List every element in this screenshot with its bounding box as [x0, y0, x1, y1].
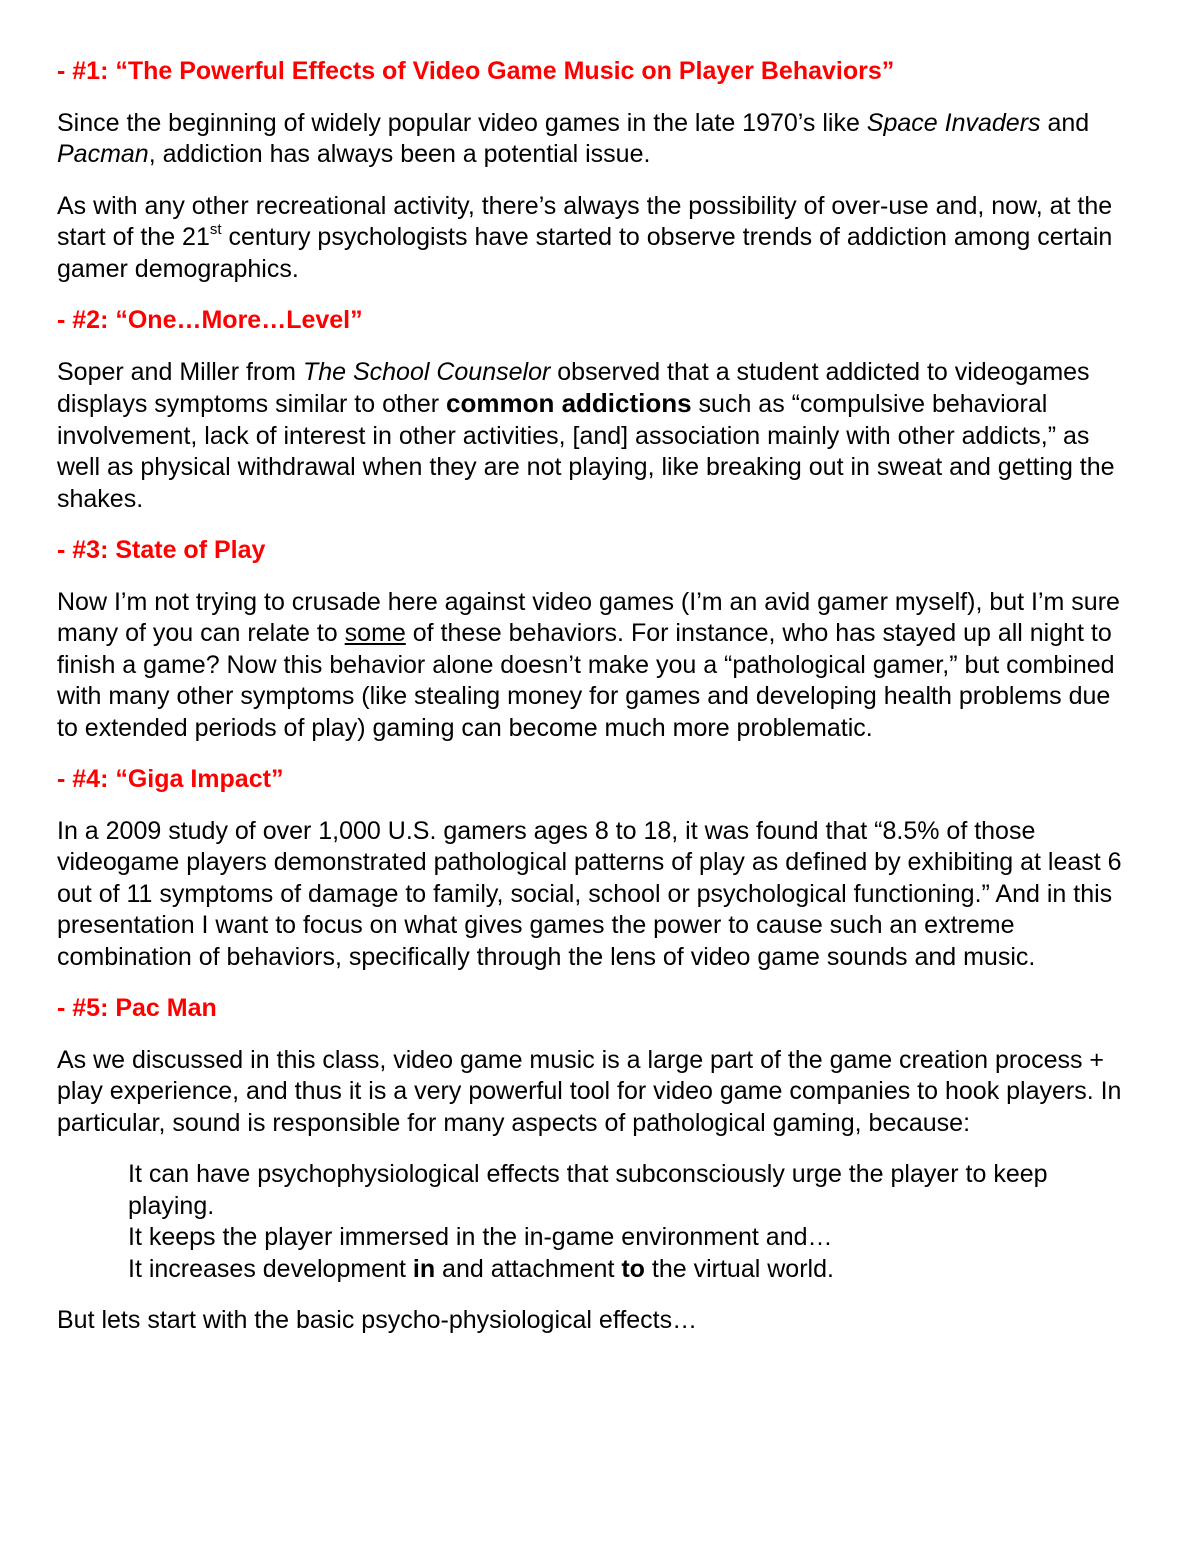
italic-title: Pacman: [57, 140, 149, 168]
section-2-heading: - #2: “One…More…Level”: [57, 306, 363, 334]
closing-line: But lets start with the basic psycho-physiological effects…: [57, 1306, 698, 1334]
text-run: and attachment: [435, 1254, 622, 1283]
section-5-heading: - #5: Pac Man: [57, 994, 217, 1022]
text-run: observed that a student addicted to videogames displays symptoms similar to other: [57, 357, 1090, 418]
list-item: It can have psychophysiological effects that subconsciously urge the player to keep playing.: [128, 1160, 1048, 1220]
text-run: Soper and Miller from: [57, 357, 303, 386]
text-run: It increases development: [128, 1254, 413, 1283]
text-run: of these behaviors. For instance, who has stayed up all night to finish a game? Now this behavior alone doesn’t make you a “pathological gamer,” but combined with many other symptoms (like stealing money for games and developing health problems due to extended periods of play) gaming can become much more problematic.: [57, 619, 1115, 742]
section-2-paragraph-1: [57, 357, 1138, 516]
italic-title: The School Counselor: [302, 357, 551, 386]
list-item: [128, 1254, 1138, 1286]
text-run: Since the beginning of widely popular video games in the late 1970’s like: [57, 108, 867, 137]
text-run: and: [1040, 108, 1090, 137]
underlined-word: some: [344, 619, 406, 647]
section-3-paragraph-1: [57, 587, 1138, 745]
text-run: As with any other recreational activity, there’s always the possibility of over-use and, now, at the start of the 21: [57, 191, 1113, 251]
italic-title: Space Invaders: [866, 108, 1041, 137]
superscript: st: [209, 220, 222, 238]
section-5-paragraph-1: As we discussed in this class, video game music is a large part of the game creation process + play experience, and thus it is a very powerful tool for video game companies to hook players. In particular, sound is responsible for many aspects of pathological gaming, because:: [57, 1045, 1122, 1137]
text-run: Now I’m not trying to crusade here against video games (I’m an avid gamer myself), but I’m sure many of you can relate to: [57, 587, 1120, 647]
list-item: It keeps the player immersed in the in-game environment and…: [128, 1223, 833, 1251]
section-1-paragraph-2: [57, 191, 1138, 286]
text-run: , addiction has always been a potential issue.: [148, 140, 651, 168]
text-run: the virtual world.: [644, 1254, 834, 1283]
text-run: century psychologists have started to observe trends of addiction among certain gamer demographics.: [57, 223, 1113, 283]
section-1-paragraph-1: [57, 108, 1138, 171]
section-3-heading: - #3: State of Play: [57, 536, 266, 564]
section-1-heading: - #1: “The Powerful Effects of Video Game Music on Player Behaviors”: [57, 57, 895, 85]
section-4-heading: - #4: “Giga Impact”: [57, 765, 284, 793]
text-run: such as “compulsive behavioral involvement, lack of interest in other activities, [and] association mainly with other addicts,” as well as physical withdrawal when they are not playing, like breaking out in sweat and getting the shakes.: [57, 390, 1115, 513]
section-4-paragraph-1: In a 2009 study of over 1,000 U.S. gamers ages 8 to 18, it was found that “8.5% of those videogame players demonstrated pathological patterns of play as defined by exhibiting at least 6 out of 11 symptoms of damage to family, social, school or psychological functioning.” And in this presentation I want to focus on what gives games the power to cause such an extreme combination of behaviors, specifically through the lens of video game sounds and music.: [57, 816, 1122, 971]
section-5-list: [57, 1159, 1138, 1285]
bold-phrase: common addictions: [446, 388, 692, 418]
bold-word: to: [621, 1254, 645, 1283]
bold-word: in: [412, 1254, 436, 1283]
